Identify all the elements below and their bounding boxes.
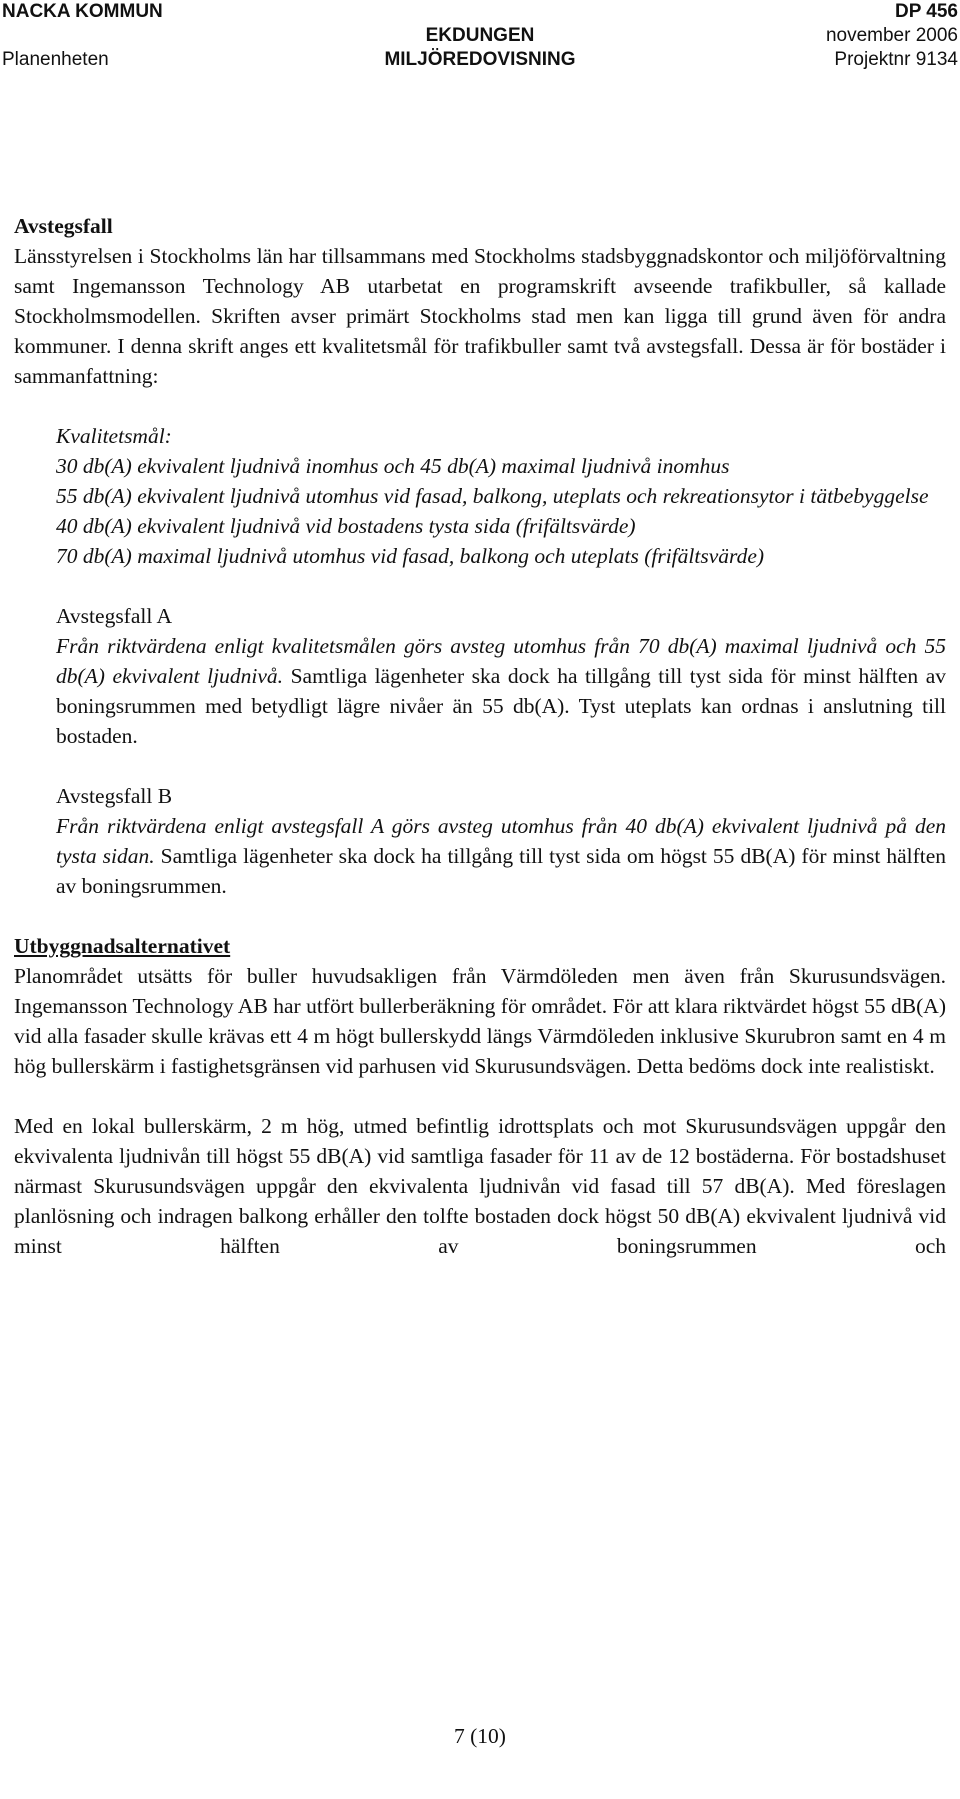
page-header [2,0,958,72]
kvalitetsmal-item: 55 db(A) ekvivalent ljudnivå utomhus vid fasad, balkong, uteplats och rekreationsytor i tätbebyggelse [56,484,929,508]
header-row-2 [2,24,958,48]
section-heading-avstegsfall: Avstegsfall [14,214,113,238]
kvalitetsmal-item: 30 db(A) ekvivalent ljudnivå inomhus och 45 db(A) maximal ljudnivå inomhus [56,454,730,478]
avstegsfall-b-italic: Från riktvärdena enligt avstegsfall A görs avsteg utomhus från 40 db(A) ekvivalent ljudnivå på den tysta sidan. [56,814,946,868]
avstegsfall-a-italic: Från riktvärdena enligt kvalitetsmålen görs avsteg utomhus från 70 db(A) maximal ljudnivå och 55 db(A) ekvivalent ljudnivå. [56,634,946,688]
header-row-3 [2,48,958,72]
utbyggnad-paragraph-2: Med en lokal bullerskärm, 2 m hög, utmed befintlig idrottsplats och mot Skurusundsvägen uppgår den ekvivalenta ljudnivån till högst 55 dB(A) vid samtliga fasader för 11 av de 12 bostäderna. För bostadshuset närmast Skurusundsvägen uppgår den ekvivalenta ljudnivån vid fasad till 57 dB(A). Med föreslagen planlösning och indragen balkong erhåller den tolfte bostaden dock högst 50 dB(A) ekvivalent ljudnivå vid minst hälften av boningsrummen och [14,1114,946,1258]
avstegsfall-b-label: Avstegsfall B [56,784,173,808]
project-title: EKDUNGEN [425,25,535,46]
kvalitetsmal-item: 40 db(A) ekvivalent ljudnivå vid bostadens tysta sida (frifältsvärde) [56,514,636,538]
kvalitetsmal-label: Kvalitetsmål: [56,424,172,448]
document-type: MILJÖREDOVISNING [384,49,576,70]
page-content [14,211,946,1261]
header-row-1 [2,0,958,24]
intro-paragraph: Länsstyrelsen i Stockholms län har tillsammans med Stockholms stadsbyggnadskontor och miljöförvaltning samt Ingemansson Technology AB utarbetat en programskrift avseende trafikbuller, så kallade Stockholmsmodellen. Skriften avser primärt Stockholms stad men kan ligga till grund även för andra kommuner. I denna skrift anges ett kvalitetsmål för trafikbuller samt två avstegsfall. Dessa är för bostäder i sammanfattning: [14,244,946,388]
document-date: november 2006 [825,25,958,46]
page-number: 7 (10) [454,1724,506,1748]
utbyggnad-paragraph-1: Planområdet utsätts för buller huvudsakligen från Värmdöleden men även från Skurusundsvägen. Ingemansson Technology AB har utfört bullerberäkning för området. För att klara riktvärdet högst 55 dB(A) vid alla fasader skulle krävas ett 4 m högt bullerskydd längs Värmdöleden inklusive Skurubron samt en 4 m hög bullerskärm i fastighetsgränsen vid parhusen vid Skurusundsvägen. Detta bedöms dock inte realistiskt. [14,964,946,1078]
avstegsfall-a-text [56,631,946,751]
project-number: Projektnr 9134 [834,49,958,70]
organization-name: NACKA KOMMUN [2,1,163,22]
avstegsfall-a-normal: Samtliga lägenheter ska dock ha tillgång till tyst sida för minst hälften av boningsrummen med betydligt lägre nivåer än 55 db(A). Tyst uteplats kan ordnas i anslutning till bostaden. [56,664,947,748]
section-heading-utbyggnad: Utbyggnadsalternativet [14,934,231,958]
kvalitetsmal-item: 70 db(A) maximal ljudnivå utomhus vid fasad, balkong och uteplats (frifältsvärde) [56,544,765,568]
avstegsfall-b-normal: Samtliga lägenheter ska dock ha tillgång till tyst sida om högst 55 dB(A) för minst hälften av boningsrummen. [56,844,947,898]
avstegsfall-b-text [56,811,946,901]
avstegsfall-a-label: Avstegsfall A [56,604,173,628]
plan-number: DP 456 [894,1,958,22]
department-name: Planenheten [2,49,109,70]
kvalitetsmal-block [14,421,946,901]
